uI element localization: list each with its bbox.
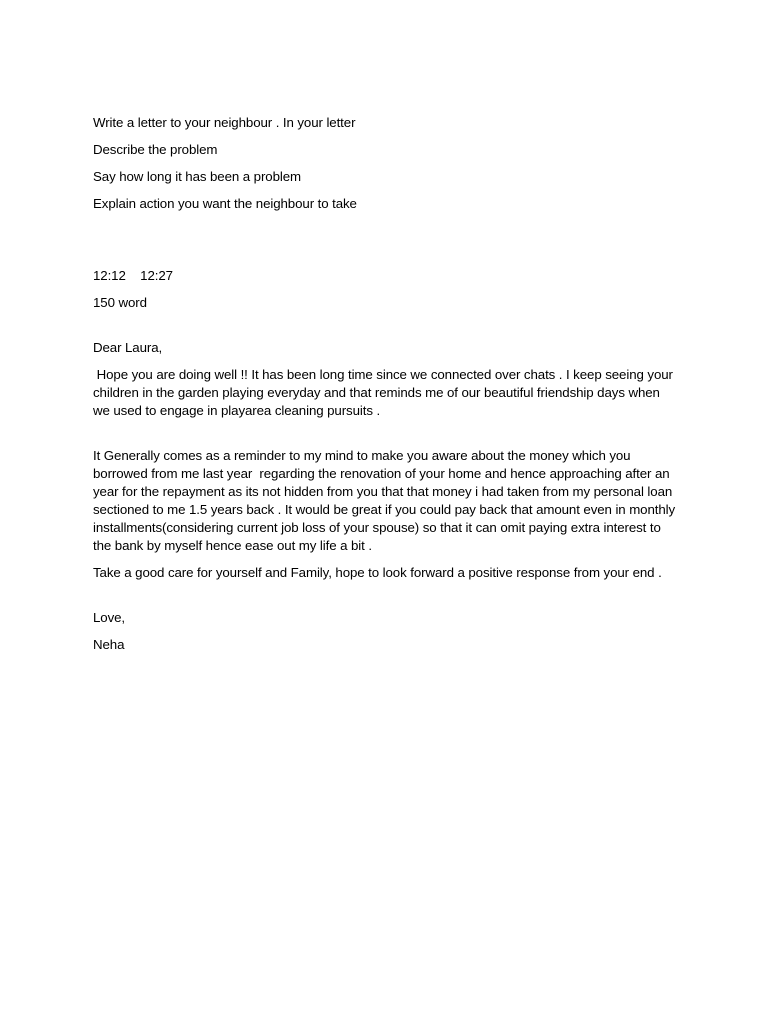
spacer [93,213,678,267]
letter-paragraph-1: Hope you are doing well !! It has been long time since we connected over chats . I keep seeing your children in the garden playing everyday and that reminds me of our beautiful friendship days when we used to engage in playarea cleaning pursuits . [93,367,677,418]
letter-signature: Neha [93,637,125,652]
letter-greeting: Dear Laura, [93,340,163,355]
spacer [93,582,678,609]
word-count: 150 word [93,295,147,310]
time-range: 12:12 12:27 [93,268,173,283]
prompt-line-3: Say how long it has been a problem [93,169,302,184]
document-body [93,114,678,654]
prompt-line-2: Describe the problem [93,142,218,157]
letter-paragraph-3: Take a good care for yourself and Family, hope to look forward a positive response from your end . [93,565,662,580]
prompt-line-4: Explain action you want the neighbour to take [93,196,357,211]
spacer [93,420,678,447]
spacer [93,312,678,339]
letter-closing: Love, [93,610,126,625]
letter-paragraph-2: It Generally comes as a reminder to my mind to make you aware about the money which you borrowed from me last year regarding the renovation of your home and hence approaching after an year for the repayment as its not hidden from you that that money i had taken from my personal loan sectioned to me 1.5 years back . It would be great if you could pay back that amount even in monthly installments(considering current job loss of your spouse) so that it can omit paying extra interest to the bank by myself hence ease out my life a bit . [93,448,679,553]
prompt-line-1: Write a letter to your neighbour . In your letter [93,115,356,130]
